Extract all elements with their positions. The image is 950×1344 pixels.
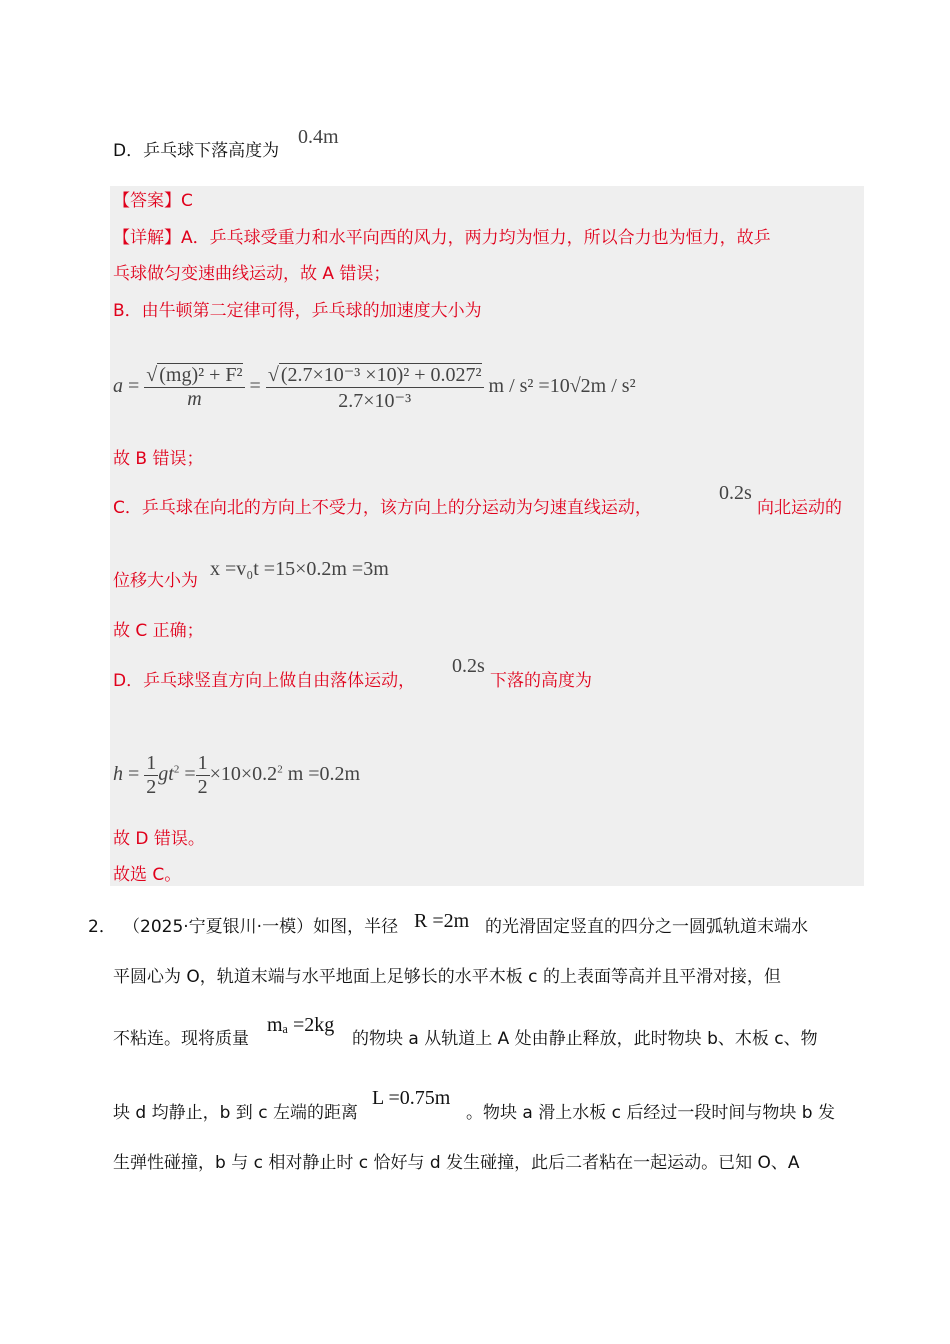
question2-number: 2． (88, 917, 116, 937)
b-formula-frac1: $\frac{\text{√ (mg)² + F²}}{m}$ (146, 364, 243, 410)
question2-line5: 生弹性碰撞，b 与 c 相对静止时 c 恰好与 d 发生碰撞，此后二者粘在一起运动。已知 O、A (113, 1153, 800, 1173)
question2-line1-post: 的光滑固定竖直的四分之一圆弧轨道末端水 (485, 917, 808, 937)
question2-distance: L =0.75m (372, 1087, 451, 1109)
d-line-post: 下落的高度为 (490, 671, 592, 691)
option-d (113, 140, 279, 162)
d-line-pre: D．乒乓球竖直方向上做自由落体运动， (113, 671, 416, 691)
c-conclusion: 故 C 正确； (113, 621, 204, 641)
d-formula: h = $\frac{1}{2}$ $gt^2$ = $\frac{1}{2}$ $\times 10\times 0.2^2$ m =0.2m (113, 752, 361, 798)
question2-mass: mₐ =2kg (267, 1014, 335, 1036)
detail-b-line: B．由牛顿第二定律可得，乒乓球的加速度大小为 (113, 301, 482, 321)
detail-a-line2: 乓球做匀变速曲线运动，故 A 错误； (113, 264, 391, 284)
question2-line3-pre: 不粘连。现将质量 (113, 1029, 249, 1049)
b-formula-lhs: a (113, 375, 123, 398)
question2-line3-post: 的物块 a 从轨道上 A 处由静止释放，此时物块 b、木板 c、物 (352, 1029, 818, 1049)
b-formula-den: m (187, 388, 202, 410)
detail-tag: 【详解】 (113, 228, 181, 248)
detail-a-line1 (113, 227, 771, 249)
b-formula-unit: m / s² (488, 375, 534, 398)
b-formula-num: (mg)² + F² (159, 364, 243, 386)
c-line2-pre: 位移大小为 (113, 571, 198, 591)
b-formula-den2: 2.7×10⁻³ (338, 390, 412, 412)
question2-radius: R =2m (414, 910, 470, 932)
option-d-label: D．乒乓球下落高度为 (113, 141, 280, 161)
c-line1-post: 向北运动的 (757, 498, 842, 518)
question2-line1-pre: （2025·宁夏银川·一模）如图，半径 (123, 917, 399, 937)
b-conclusion: 故 B 错误； (113, 449, 204, 469)
b-formula-frac2: $\frac{\text{√ (2.7×10⁻³ ×10)² + 0.027²}}{\text{2.7×10⁻³}}$ (267, 364, 482, 412)
b-formula: a = $\frac{\text{√ (mg)² + F²}}{m}$ = $\frac{\text{√ (2.7×10⁻³ ×10)² + 0.027²}}{\text{2.7×10⁻³}}$ m / s² =10√2m / s² (113, 364, 636, 412)
d-conclusion: 故 D 错误。 (113, 829, 205, 849)
b-formula-num2: (2.7×10⁻³ ×10)² + 0.027² (280, 364, 482, 386)
question2-line4-post: 。物块 a 滑上水板 c 后经过一段时间与物块 b 发 (466, 1103, 835, 1123)
question2-line4-pre: 块 d 均静止，b 到 c 左端的距离 (113, 1103, 358, 1123)
question2-line2: 平圆心为 O，轨道末端与水平地面上足够长的水平木板 c 的上表面等高并且平滑对接，但 (113, 967, 781, 987)
c-formula: x =v₀t =15×0.2m =3m (210, 558, 389, 580)
answer-heading: 【答案】C (113, 191, 193, 211)
option-d-value: 0.4m (298, 126, 339, 148)
c-time: 0.2s (719, 482, 752, 504)
c-line1-pre: C．乒乓球在向北的方向上不受力，该方向上的分运动为匀速直线运动， (113, 498, 652, 518)
d-time: 0.2s (452, 655, 485, 677)
b-formula-result: =10√2m / s² (538, 375, 636, 398)
detail-a-text: A．乒乓球受重力和水平向西的风力，两力均为恒力，所以合力也为恒力，故乒 (181, 228, 771, 248)
final-answer: 故选 C。 (113, 865, 182, 885)
